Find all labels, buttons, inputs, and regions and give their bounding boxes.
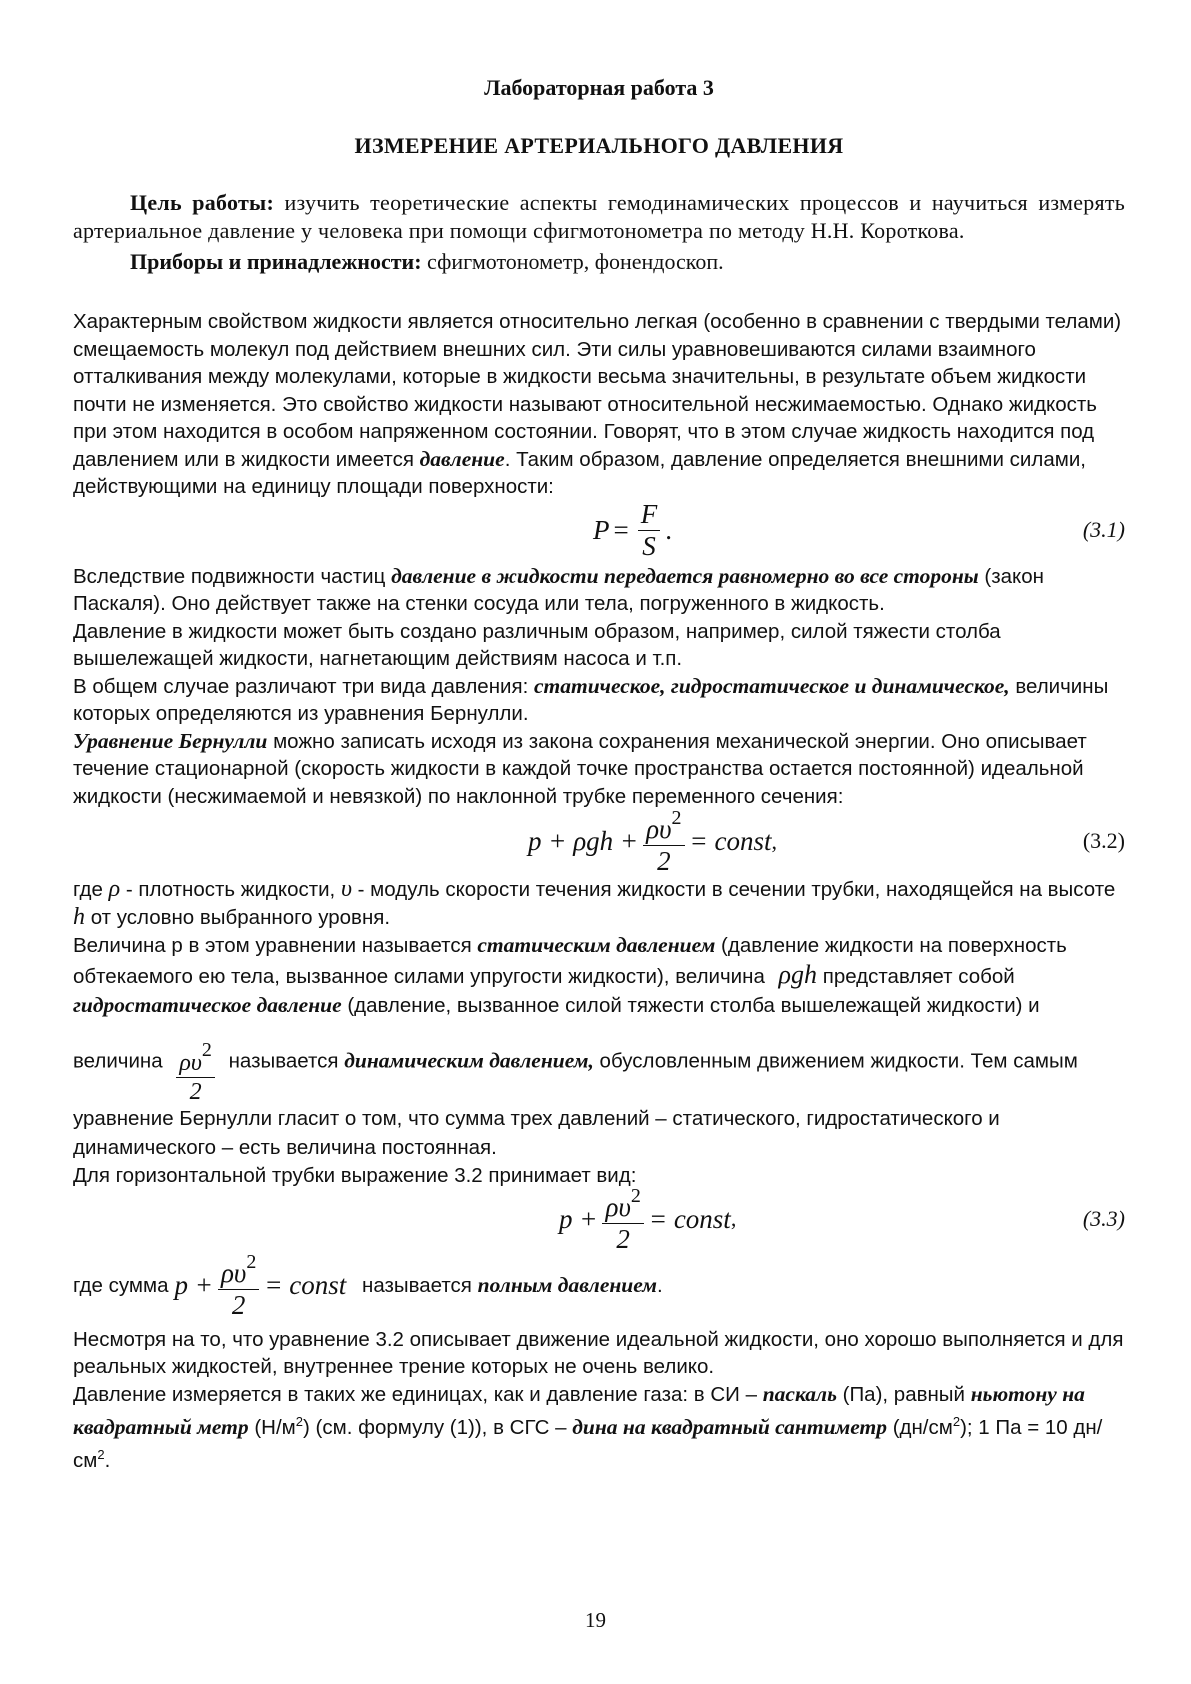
units-sup-c: 2: [295, 1414, 304, 1429]
dynamic-pressure-fraction: [176, 1040, 215, 1104]
static-paragraph: [73, 931, 1125, 1162]
where-paragraph: [73, 876, 1125, 931]
intro-text-1: Характерным свойством жидкости является относительно легкая (особенно в сравнении с твердыми телами) смещаемость молекул под действием внешних сил. Эти силы уравновешиваются силами взаимного отталкивания между молекулами, которые в жидкости весьма значительны, в результате объем жидкости почти не изменяется. Это свойство жидкости называют относительной несжимаемостью. Однако жидкость при этом находится в особом напряженном состоянии. Говорят, что в этом случае жидкость находится под давлением или в жидкости имеется: [73, 310, 1122, 471]
main-title: ИЗМЕРЕНИЕ АРТЕРИАЛЬНОГО ДАВЛЕНИЯ: [354, 133, 844, 158]
eq3-lhs: p +: [559, 1203, 598, 1234]
full-eq-exponent: 2: [246, 1251, 257, 1273]
pascal-text-1b: (закон Паскаля). Оно действует также на стенки сосуда или тела, погруженного в жидкость.: [73, 564, 1044, 615]
page-number: 19: [585, 1608, 606, 1632]
document-page: [73, 62, 1125, 1475]
pascal-paragraph-3: [73, 673, 1125, 728]
intro-term: давление: [419, 446, 505, 471]
pressure-types-term: статическое, гидростатическое и динамическое,: [533, 673, 1010, 698]
pascal-text-1a: Вследствие подвижности частиц: [73, 564, 392, 588]
dynamic-frac-denominator: 2: [189, 1079, 202, 1105]
equation-3-1: [73, 498, 1125, 563]
static-text-c: представляет собой: [817, 965, 1015, 988]
horizontal-tube-paragraph: Для горизонтальной трубки выражение 3.2 принимает вид:: [73, 1164, 637, 1187]
pascal-paragraph-1: [73, 563, 1125, 618]
equation-3-2: [73, 807, 1125, 876]
units-text-e: (дн/см: [887, 1415, 953, 1439]
eq3-exponent: 2: [630, 1184, 641, 1207]
dynamic-frac-numerator: ρυ: [179, 1050, 202, 1076]
static-pressure-term: статическим давлением: [477, 933, 716, 957]
full-eq-fraction: [218, 1252, 259, 1319]
pascal-paragraph-2: Давление в жидкости может быть создано различным образом, например, силой тяжести столба вышележащей жидкости, нагнетающим действиям насоса и т.п.: [73, 619, 1001, 670]
where-text-a: где: [73, 878, 109, 901]
static-text-f: обусловленным движением жидкости. Тем самым уравнение Бернулли гласит о том, что сумма трех давлений – статического, гидростатического и динамического – есть величина постоянная.: [73, 1049, 1078, 1159]
full-pressure-equation: [174, 1252, 346, 1319]
goal-paragraph: [73, 189, 1125, 245]
static-text-d: (давление, вызванное силой тяжести столба вышележащей жидкости) и величина: [73, 994, 1040, 1073]
units-text-d: ) (см. формулу (1)), в СГС –: [303, 1415, 573, 1439]
real-fluids-paragraph: Несмотря на то, что уравнение 3.2 описывает движение идеальной жидкости, оно хорошо выполняется и для реальных жидкостей, внутреннее трение которых не очень велико.: [73, 1327, 1124, 1378]
eq3-number: (3.3): [1082, 1205, 1125, 1231]
goal-text: изучить теоретические аспекты гемодинамических процессов и научиться измерять артериальное давление у человека при помощи сфигмотонометра по методу Н.Н. Короткова.: [73, 190, 1125, 243]
pascal-text-3a: В общем случае различают три вида давления:: [73, 674, 534, 698]
eq2-rhs: = const: [689, 826, 772, 856]
intro-text-2: . Таким образом, давление определяется внешними силами, действующими на единицу площади поверхности:: [73, 447, 1086, 498]
full-pressure-term: полным давлением: [477, 1272, 657, 1297]
rho-symbol: ρ: [108, 876, 121, 902]
eq2-fraction: [643, 808, 684, 875]
where-text-d: от условно выбранного уровня.: [85, 905, 391, 929]
units-text-c: (Н/м: [248, 1415, 296, 1439]
pascal-text-3b: величины которых определяются из уравнения Бернулли.: [73, 674, 1109, 725]
units-sup-f: 2: [97, 1447, 105, 1463]
dyne-per-cm-term: дина на квадратный сантиметр: [572, 1414, 887, 1439]
full-eq-lhs: p +: [174, 1269, 213, 1300]
eq2-lhs: p + ρgh +: [528, 826, 639, 856]
static-text-a: Величина р в этом уравнении называется: [73, 934, 478, 957]
eq1-numerator: F: [638, 501, 661, 531]
full-eq-denominator: 2: [231, 1290, 246, 1320]
velocity-symbol: υ: [340, 876, 352, 902]
units-text-g: .: [104, 1449, 111, 1473]
full-text-a: где сумма: [73, 1273, 169, 1297]
height-symbol: h: [73, 903, 85, 930]
eq2-number: (3.2): [1082, 828, 1125, 853]
eq3-fraction: [602, 1186, 643, 1253]
equipment-paragraph: [73, 248, 1125, 276]
eq2-numerator: ρυ: [646, 814, 672, 844]
units-sup-e: 2: [952, 1414, 961, 1429]
pascal-unit-term: паскаль: [762, 1381, 837, 1406]
eq1-number: (3.1): [1082, 516, 1125, 542]
eq2-denominator: 2: [657, 846, 671, 876]
dynamic-pressure-term: динамическим давлением,: [344, 1048, 594, 1073]
dynamic-frac-exponent: 2: [201, 1039, 212, 1061]
equation-3-3: [73, 1184, 1125, 1254]
goal-label: Цель работы:: [130, 190, 275, 215]
bernoulli-paragraph: [73, 728, 1125, 811]
rgh-symbol: ρgh: [778, 960, 818, 989]
equipment-label: Приборы и принадлежности:: [130, 249, 422, 274]
eq1-denominator: S: [642, 530, 656, 561]
eq1-tail: .: [665, 514, 672, 545]
where-text-b: - плотность жидкости,: [120, 878, 341, 901]
eq1-equals: =: [613, 514, 629, 545]
eq3-denominator: 2: [616, 1223, 630, 1254]
eq1-lhs: P: [593, 514, 610, 545]
eq2-exponent: 2: [671, 807, 682, 829]
eq3-rhs: = const: [648, 1203, 731, 1234]
full-text-b: называется: [356, 1273, 478, 1297]
static-text-b: (давление жидкости на поверхность обтекаемого ею тела, вызванное силами упругости жидкости), величина: [73, 934, 1067, 988]
units-text-f: ); 1 Па = 10 дн/ см: [73, 1415, 1103, 1473]
intro-paragraph: [73, 308, 1125, 501]
newton-per-meter-term: ньютону на квадратный метр: [73, 1381, 1085, 1439]
eq3-numerator: ρυ: [605, 1191, 631, 1222]
full-pressure-paragraph: [73, 1251, 1125, 1320]
eq1-fraction: [638, 498, 661, 561]
bernoulli-text: можно записать исходя из закона сохранения механической энергии. Оно описывает течение стационарной (скорость жидкости в каждой точке пространства остается постоянной) идеальной жидкости (несжимаемой и невязкой) по наклонной трубке переменного сечения:: [73, 729, 1087, 808]
bernoulli-term: Уравнение Бернулли: [73, 728, 268, 753]
pascal-law-term: давление в жидкости передается равномерно во все стороны: [391, 563, 979, 588]
full-eq-rhs: = const: [264, 1269, 347, 1300]
eq2-tail: ,: [771, 828, 777, 854]
equipment-text: сфигмотонометр, фонендоскоп.: [421, 249, 724, 274]
units-text-a: Давление измеряется в таких же единицах, как и давление газа: в СИ –: [73, 1382, 763, 1406]
hydrostatic-pressure-term: гидростатическое давление: [73, 993, 342, 1017]
units-paragraph: [73, 1381, 1125, 1475]
eq3-tail: ,: [730, 1206, 737, 1231]
lab-title: Лабораторная работа 3: [484, 75, 714, 100]
full-eq-numerator: ρυ: [220, 1258, 247, 1288]
full-text-c: .: [657, 1273, 663, 1297]
where-text-c: - модуль скорости течения жидкости в сечении трубки, находящейся на высоте: [351, 878, 1116, 901]
static-text-e: называется: [222, 1049, 345, 1073]
units-text-b: (Па), равный: [836, 1382, 971, 1406]
